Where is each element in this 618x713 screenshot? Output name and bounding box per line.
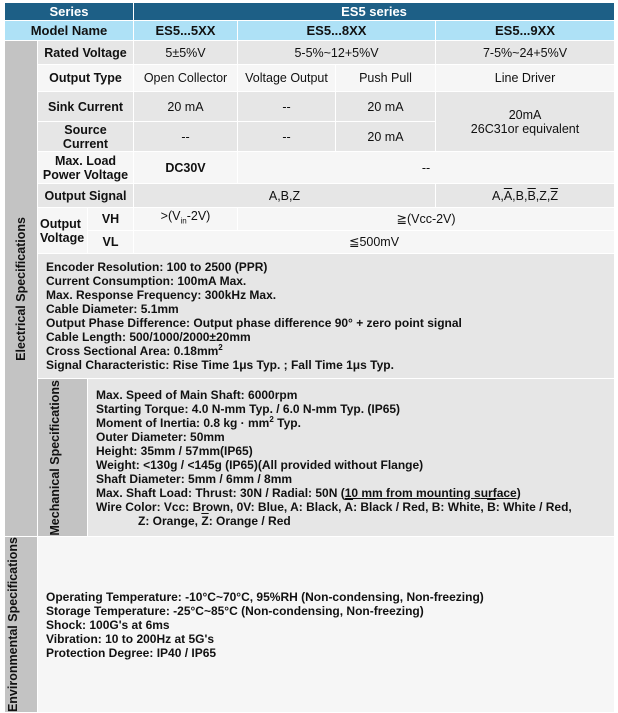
model-es5-9xx: ES5...9XX (436, 21, 615, 41)
max-load-oc: DC30V (134, 152, 238, 184)
rated-voltage-row (5, 41, 615, 65)
wire1-mid: : Black / Red, B: White, (353, 499, 488, 514)
mech-torque: Starting Torque: 4.0 N-mm Typ. / 6.0 N-mm Typ. (IP65) (96, 401, 401, 416)
sink-current-pp: 20 mA (336, 92, 436, 122)
mechanical-side-label (38, 379, 88, 537)
output-type-push-pull: Push Pull (336, 65, 436, 92)
signal-a: A, (492, 188, 504, 203)
vh-label: VH (88, 208, 134, 231)
sink-current-row (5, 92, 615, 122)
sink-current-vo: -- (238, 92, 336, 122)
output-voltage-label (38, 208, 88, 254)
source-current-label: Source Current (38, 122, 134, 152)
model-es5-8xx: ES5...8XX (238, 21, 436, 41)
vh-oc-subscript: in (180, 216, 187, 226)
line-driver-current-equivalent: 26C31or equivalent (470, 121, 580, 136)
cross-area-sup: 2 (218, 343, 223, 352)
note-cross-area (46, 344, 606, 358)
mech-inertia (96, 416, 606, 430)
mech-weight: Weight: <130g / <145g (IP65)(All provided without Flange) (96, 457, 424, 472)
signal-b-bar: $\overline{B}$ (527, 188, 536, 203)
vl-label: VL (88, 231, 134, 254)
line-driver-current (436, 92, 615, 152)
mech-height: Height: 35mm / 57mm(IP65) (96, 443, 253, 458)
spec-sheet (4, 2, 614, 713)
env-shock: Shock: 100G's at 6ms (46, 617, 170, 632)
output-type-row (5, 65, 615, 92)
signal-a-bar: $\overline{A}$ (503, 188, 513, 203)
model-row (5, 21, 615, 41)
rated-voltage-5xx: 5±5%V (134, 41, 238, 65)
line-driver-current-value: 20mA (508, 107, 542, 122)
output-signal-row (5, 184, 615, 208)
rated-voltage-9xx: 7-5%~24+5%V (436, 41, 615, 65)
vh-oc-prefix: >(V (160, 209, 181, 224)
series-label: Series (5, 3, 134, 21)
output-type-line-driver: Line Driver (436, 65, 615, 92)
output-voltage-label-line2: Voltage (40, 230, 85, 245)
output-signal-label: Output Signal (38, 184, 134, 208)
electrical-specifications-title: Electrical Specifications (13, 216, 28, 361)
series-value: ES5 series (134, 3, 615, 21)
load-post: ) (516, 485, 521, 500)
wire1-post: : White / Red, (495, 499, 572, 514)
electrical-notes (38, 254, 615, 379)
source-current-oc: -- (134, 122, 238, 152)
environmental-specifications-title: Environmental Specifications (6, 537, 20, 713)
max-load-label-line1: Max. Load (54, 153, 117, 168)
model-label: Model Name (5, 21, 134, 41)
note-phase: Output Phase Difference: Output phase difference 90° + zero point signal (46, 316, 462, 330)
wire1-abar: $\overline{A}$ (344, 499, 354, 514)
rated-voltage-label: Rated Voltage (38, 41, 134, 65)
env-storage: Storage Temperature: -25°C~85°C (Non-condensing, Non-freezing) (46, 603, 424, 618)
note-cable-length: Cable Length: 500/1000/2000±20mm (46, 330, 251, 344)
note-resolution: Encoder Resolution: 100 to 2500 (PPR) (46, 260, 268, 274)
output-voltage-vh-row (5, 208, 615, 231)
output-voltage-vl-row (5, 231, 615, 254)
environmental-notes (38, 537, 615, 713)
wire1-pre: Wire Color: Vcc: Brown, 0V: Blue, A: Black, (96, 499, 345, 514)
electrical-side-label (5, 41, 38, 537)
vh-open-collector (134, 208, 238, 231)
source-current-pp: 20 mA (336, 122, 436, 152)
load-underlined: 10 mm from mounting surface (344, 485, 517, 500)
max-load-label (38, 152, 134, 184)
mech-outer: Outer Diameter: 50mm (96, 429, 225, 444)
mech-shaft: Shaft Diameter: 5mm / 6mm / 8mm (96, 471, 293, 486)
vl-value: ≦500mV (134, 231, 615, 254)
signal-b: ,B, (512, 188, 528, 203)
mechanical-row (5, 379, 615, 537)
vh-rest: ≧(Vcc-2V) (238, 208, 615, 231)
environmental-row (5, 537, 615, 713)
output-signal-line-driver (436, 184, 615, 208)
note-cable-diameter: Cable Diameter: 5.1mm (46, 302, 179, 316)
max-load-rest: -- (238, 152, 615, 184)
sink-current-oc: 20 mA (134, 92, 238, 122)
signal-z: ,Z, (535, 188, 551, 203)
inertia-post: Typ. (273, 415, 301, 430)
mechanical-notes (88, 379, 615, 537)
signal-z-bar: $\overline{Z}$ (550, 188, 559, 203)
mech-load (96, 486, 606, 500)
env-vibration: Vibration: 10 to 200Hz at 5G's (46, 631, 215, 646)
series-row (5, 3, 615, 21)
env-protection: Protection Degree: IP40 / IP65 (46, 645, 217, 660)
wire2-pre: Z: Orange, (138, 513, 202, 528)
spec-table (4, 2, 615, 713)
env-operating: Operating Temperature: -10°C~70°C, 95%RH (Non-condensing, Non-freezing) (46, 589, 484, 604)
source-current-vo: -- (238, 122, 336, 152)
sink-current-label: Sink Current (38, 92, 134, 122)
output-type-open-collector: Open Collector (134, 65, 238, 92)
output-type-label: Output Type (38, 65, 134, 92)
environmental-side-label (5, 537, 38, 713)
electrical-notes-row (5, 254, 615, 379)
load-pre: Max. Shaft Load: Thrust: 30N / Radial: 50N ( (96, 485, 345, 500)
note-signal-characteristic: Signal Characteristic: Rise Time 1μs Typ. ; Fall Time 1μs Typ. (46, 358, 394, 372)
output-signal-abz: A,B,Z (134, 184, 436, 208)
output-type-voltage-output: Voltage Output (238, 65, 336, 92)
mech-speed: Max. Speed of Main Shaft: 6000rpm (96, 387, 298, 402)
inertia-text: Moment of Inertia: 0.8 kg · mm (96, 415, 270, 430)
mech-wire-2 (96, 514, 606, 528)
note-current: Current Consumption: 100mA Max. (46, 274, 247, 288)
wire1-bbar: $\overline{B}$ (487, 499, 496, 514)
vh-oc-suffix: -2V) (186, 209, 211, 224)
max-load-row (5, 152, 615, 184)
inertia-sup: 2 (269, 414, 274, 424)
mechanical-specifications-title: Mechanical Specifications (47, 379, 62, 536)
note-frequency: Max. Response Frequency: 300kHz Max. (46, 288, 277, 302)
max-load-label-line2: Power Voltage (42, 167, 129, 182)
cross-area-text: Cross Sectional Area: 0.18mm (46, 344, 219, 358)
rated-voltage-8xx: 5-5%~12+5%V (238, 41, 436, 65)
mech-wire-1 (96, 500, 606, 514)
model-es5-5xx: ES5...5XX (134, 21, 238, 41)
wire2-zbar: $\overline{Z}$ (201, 513, 209, 528)
output-voltage-label-line1: Output (40, 216, 81, 231)
wire2-post: : Orange / Red (208, 513, 291, 528)
